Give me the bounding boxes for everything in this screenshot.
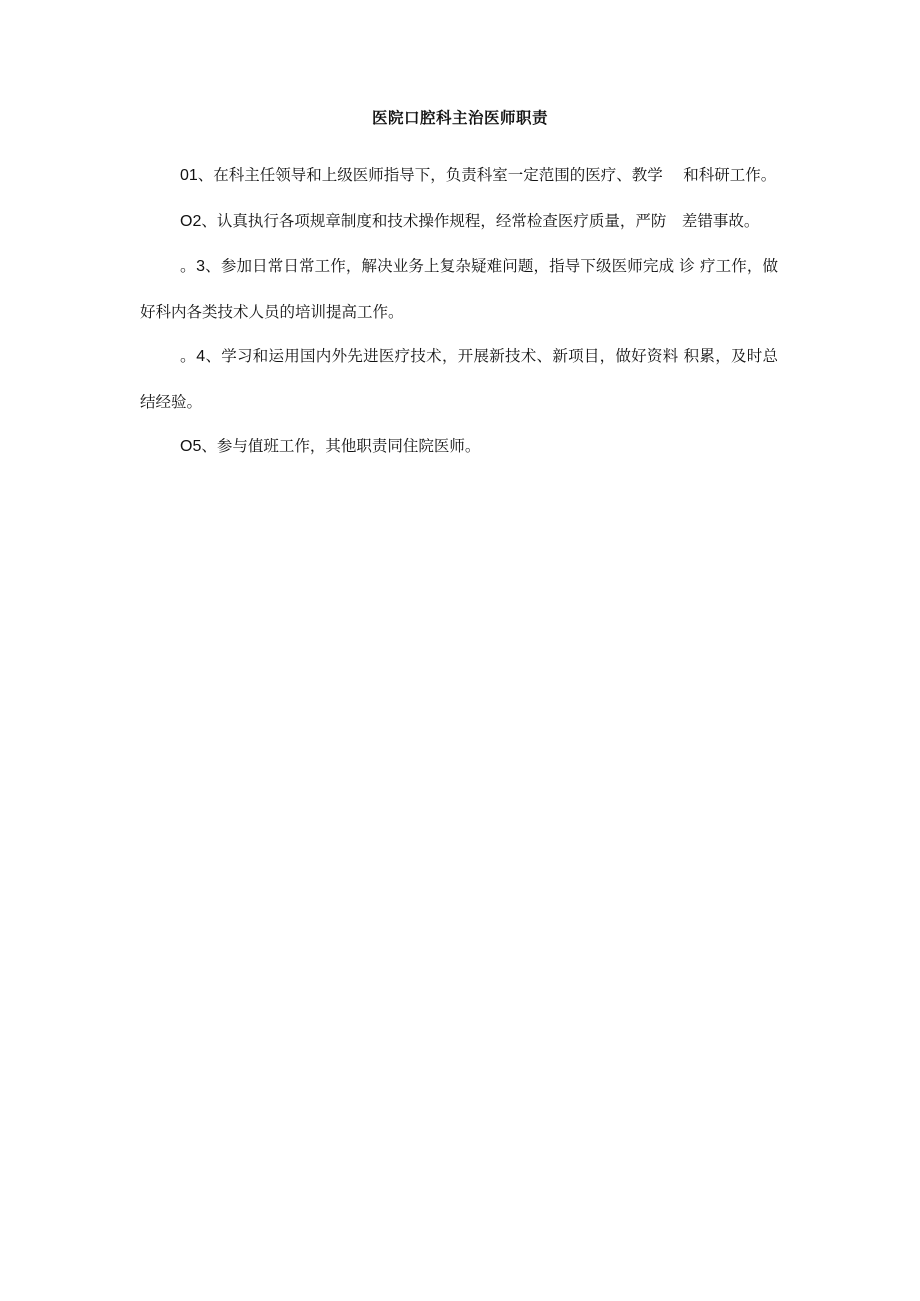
duty-paragraph-3 [140,244,778,334]
document-body [140,153,778,470]
document-title: 医院口腔科主治医师职责 [371,108,548,127]
paragraph-number: 。4 [180,348,206,365]
paragraph-text: 、学习和运用国内外先进医疗技术，开展新技术、新项目，做好资料 积累，及时总结经验。 [140,347,778,411]
duty-paragraph-5 [140,424,778,470]
paragraph-text: 、参加日常日常工作，解决业务上复杂疑难问题，指导下级医师完成 诊 疗工作，做好科内各类技术人员的培训提高工作。 [140,257,779,321]
duty-paragraph-2 [140,199,778,245]
duty-paragraph-1 [140,153,778,199]
duty-paragraph-4 [140,334,778,424]
paragraph-number: 。3 [180,258,206,275]
paragraph-text: 、认真执行各项规章制度和技术操作规程，经常检查医疗质量，严防 差错事故。 [201,211,760,230]
paragraph-number: O2 [180,212,202,230]
paragraph-text: 、参与值班工作，其他职责同住院医师。 [201,437,481,455]
paragraph-text: 、在科主任领导和上级医师指导下，负责科室一定范围的医疗、教学 和科研工作。 [197,166,777,184]
paragraph-number: O5 [180,438,202,455]
paragraph-number: 01 [180,167,198,184]
